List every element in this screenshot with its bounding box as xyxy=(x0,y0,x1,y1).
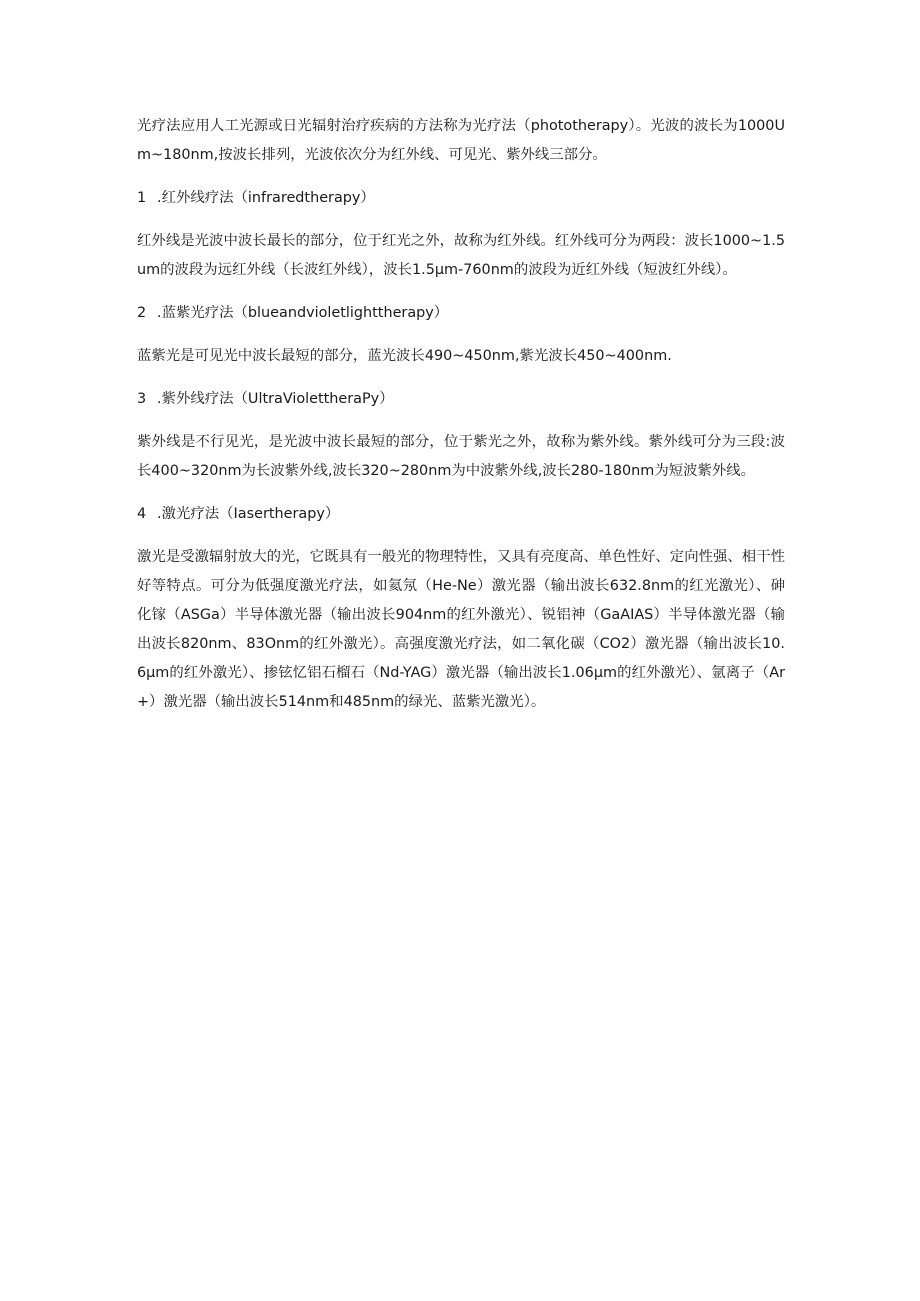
section-number: 2 xyxy=(137,305,147,321)
section-title: .红外线疗法（infraredtherapy） xyxy=(157,190,375,206)
section-body-laser: 激光是受激辐射放大的光，它既具有一般光的物理特性，又具有亮度高、单色性好、定向性强、相干性好等特点。可分为低强度激光疗法，如氦氖（He-Ne）激光器（输出波长632.8nm的红光激光）、砷化镓（ASGa）半导体激光器（输出波长904nm的红外激光）、锐铝神（GaAIAS）半导体激光器（输出波长820nm、83Onm的红外激光）。高强度激光疗法，如二氧化碳（CO2）激光器（输出波长10.6μm的红外激光）、掺铉忆铝石榴石（Nd-YAG）激光器（输出波长1.06μm的红外激光）、氩离子（Ar+）激光器（输出波长514nm和485nm的绿光、蓝紫光激光）。 xyxy=(137,549,785,710)
document-page xyxy=(137,112,785,717)
section-title: .激光疗法（Iasertherapy） xyxy=(157,506,340,522)
section-heading-blue-violet xyxy=(137,299,785,328)
section-number: 4 xyxy=(137,506,147,522)
section-heading-ultraviolet xyxy=(137,385,785,414)
intro-paragraph: 光疗法应用人工光源或日光辐射治疗疾病的方法称为光疗法（phototherapy）。光波的波长为1000Um~180nm,按波长排列，光波依次分为红外线、可见光、紫外线三部分。 xyxy=(137,118,785,163)
section-body-blue-violet: 蓝紫光是可见光中波长最短的部分，蓝光波长490~450nm,紫光波长450~400nm. xyxy=(137,348,672,364)
section-number: 1 xyxy=(137,190,147,206)
section-body-ultraviolet: 紫外线是不行见光，是光波中波长最短的部分，位于紫光之外，故称为紫外线。紫外线可分为三段:波长400~320nm为长波紫外线,波长320~280nm为中波紫外线,波长280-180nm为短波紫外线。 xyxy=(137,434,785,479)
section-title: .紫外线疗法（UltraViolettheraPy） xyxy=(157,391,394,407)
section-body-infrared: 红外线是光波中波长最长的部分，位于红光之外，故称为红外线。红外线可分为两段：波长1000~1.5um的波段为远红外线（长波红外线），波长1.5μm-760nm的波段为近红外线（短波红外线）。 xyxy=(137,233,785,278)
section-heading-infrared xyxy=(137,184,785,213)
section-title: .蓝紫光疗法（blueandvioletlighttherapy） xyxy=(157,305,449,321)
section-number: 3 xyxy=(137,391,147,407)
section-heading-laser xyxy=(137,500,785,529)
